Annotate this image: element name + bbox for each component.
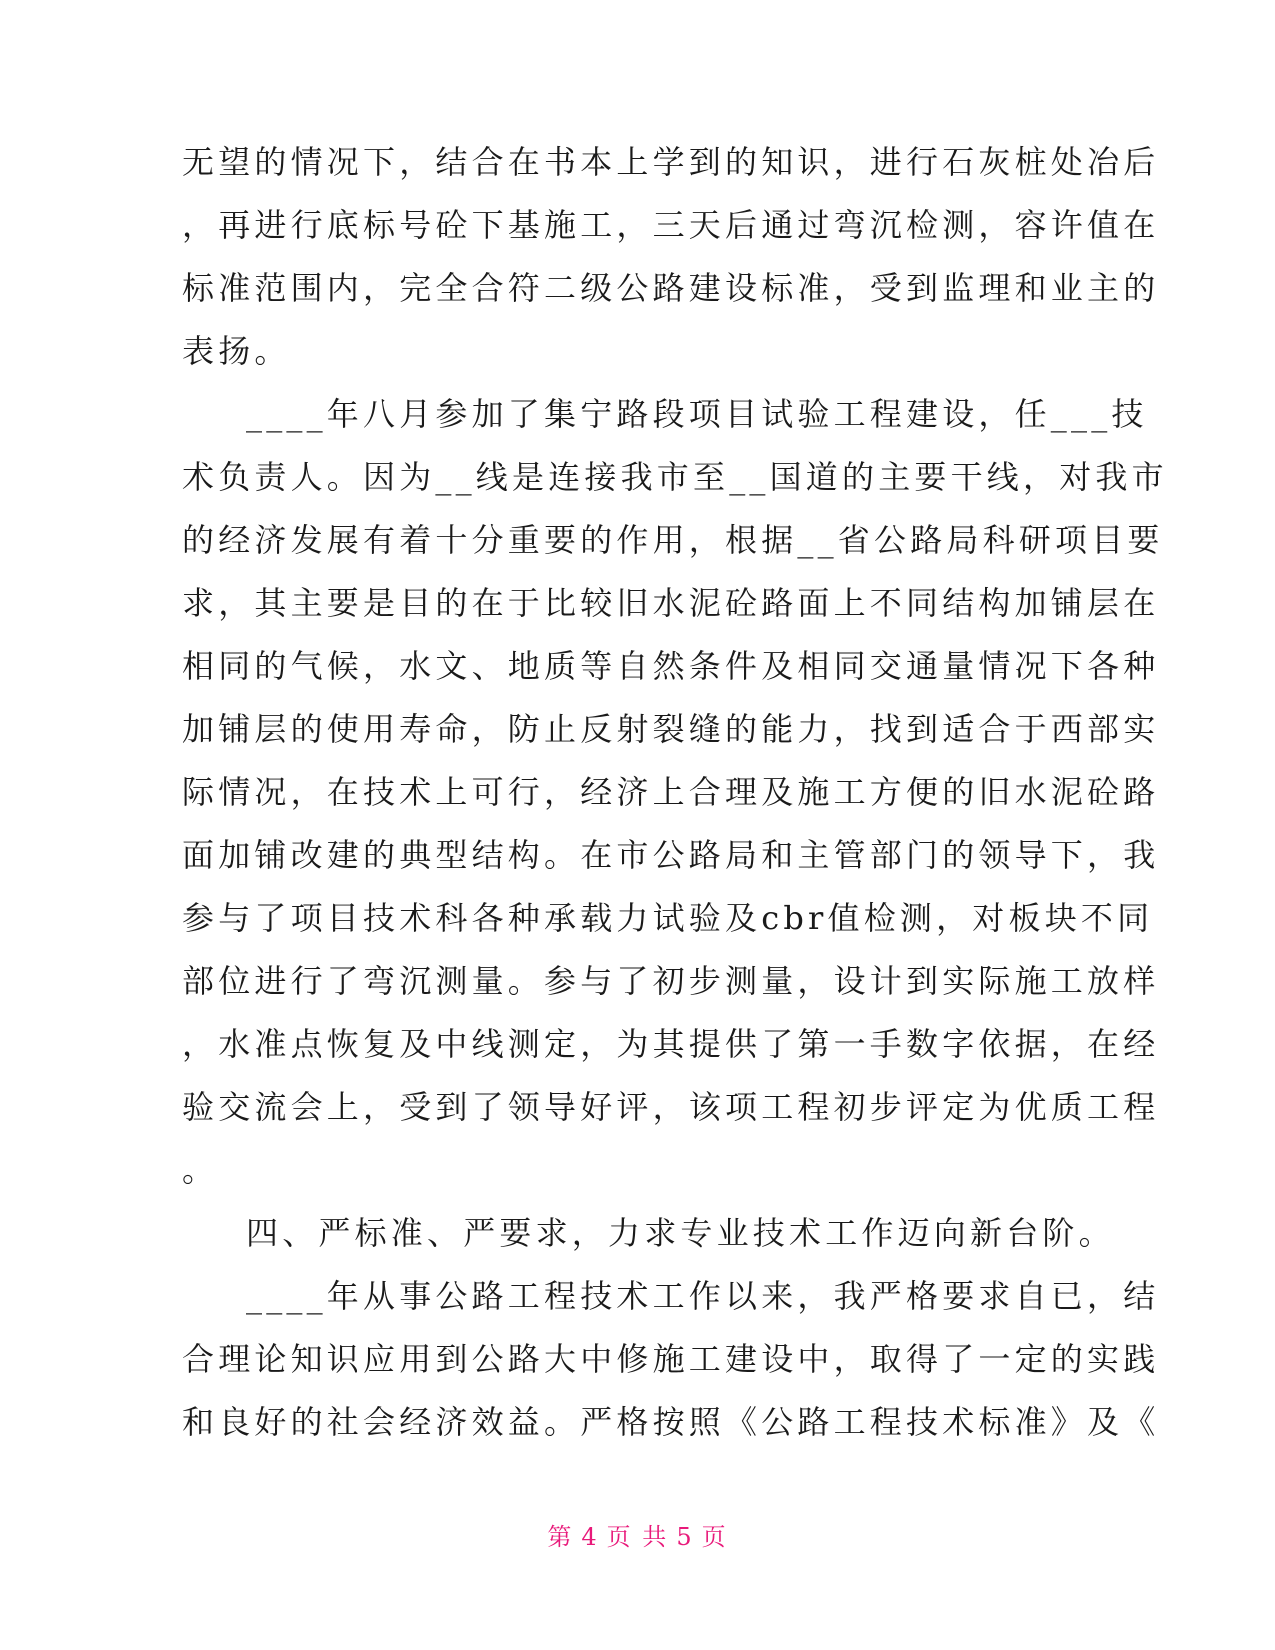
- text-line: 求，其主要是目的在于比较旧水泥砼路面上不同结构加铺层在: [182, 584, 1160, 622]
- footer-middle: 页 共: [606, 1523, 669, 1551]
- footer-prefix: 第: [547, 1523, 574, 1551]
- text-line: 无望的情况下，结合在书本上学到的知识，进行石灰桩处冶后: [182, 143, 1160, 181]
- text-line: 术负责人。因为__线是连接我市至__国道的主要干线，对我市: [182, 458, 1168, 496]
- footer-total-pages: 5: [676, 1523, 694, 1551]
- text-line: 表扬。: [182, 332, 291, 370]
- text-line: 和良好的社会经济效益。严格按照《公路工程技术标准》及《: [182, 1403, 1160, 1441]
- text-line: ，水准点恢复及中线测定，为其提供了第一手数字依据，在经: [182, 1025, 1160, 1063]
- text-line: ____年八月参加了集宁路段项目试验工程建设，任___技: [246, 395, 1148, 433]
- text-line: 验交流会上，受到了领导好评，该项工程初步评定为优质工程: [182, 1088, 1160, 1126]
- footer-page-number: 4: [581, 1523, 599, 1551]
- section-heading: 四、严标准、严要求，力求专业技术工作迈向新台阶。: [246, 1214, 1115, 1252]
- text-line: 参与了项目技术科各种承载力试验及cbr值检测，对板块不同: [182, 899, 1154, 937]
- text-line: 加铺层的使用寿命，防止反射裂缝的能力，找到适合于西部实: [182, 710, 1160, 748]
- text-line: 合理论知识应用到公路大中修施工建设中，取得了一定的实践: [182, 1340, 1160, 1378]
- text-line: 际情况，在技术上可行，经济上合理及施工方便的旧水泥砼路: [182, 773, 1160, 811]
- text-line: 的经济发展有着十分重要的作用，根据__省公路局科研项目要: [182, 521, 1164, 559]
- text-line: ____年从事公路工程技术工作以来，我严格要求自已，结: [246, 1277, 1160, 1315]
- text-line: 标准范围内，完全合符二级公路建设标准，受到监理和业主的: [182, 269, 1160, 307]
- text-line: 。: [182, 1151, 219, 1189]
- footer-suffix: 页: [701, 1523, 728, 1551]
- text-line: ，再进行底标号砼下基施工，三天后通过弯沉检测，容许值在: [182, 206, 1160, 244]
- text-line: 部位进行了弯沉测量。参与了初步测量，设计到实际施工放样: [182, 962, 1160, 1000]
- text-line: 相同的气候，水文、地质等自然条件及相同交通量情况下各种: [182, 647, 1160, 685]
- text-line: 面加铺改建的典型结构。在市公路局和主管部门的领导下，我: [182, 836, 1160, 874]
- page-footer: [0, 1522, 1275, 1552]
